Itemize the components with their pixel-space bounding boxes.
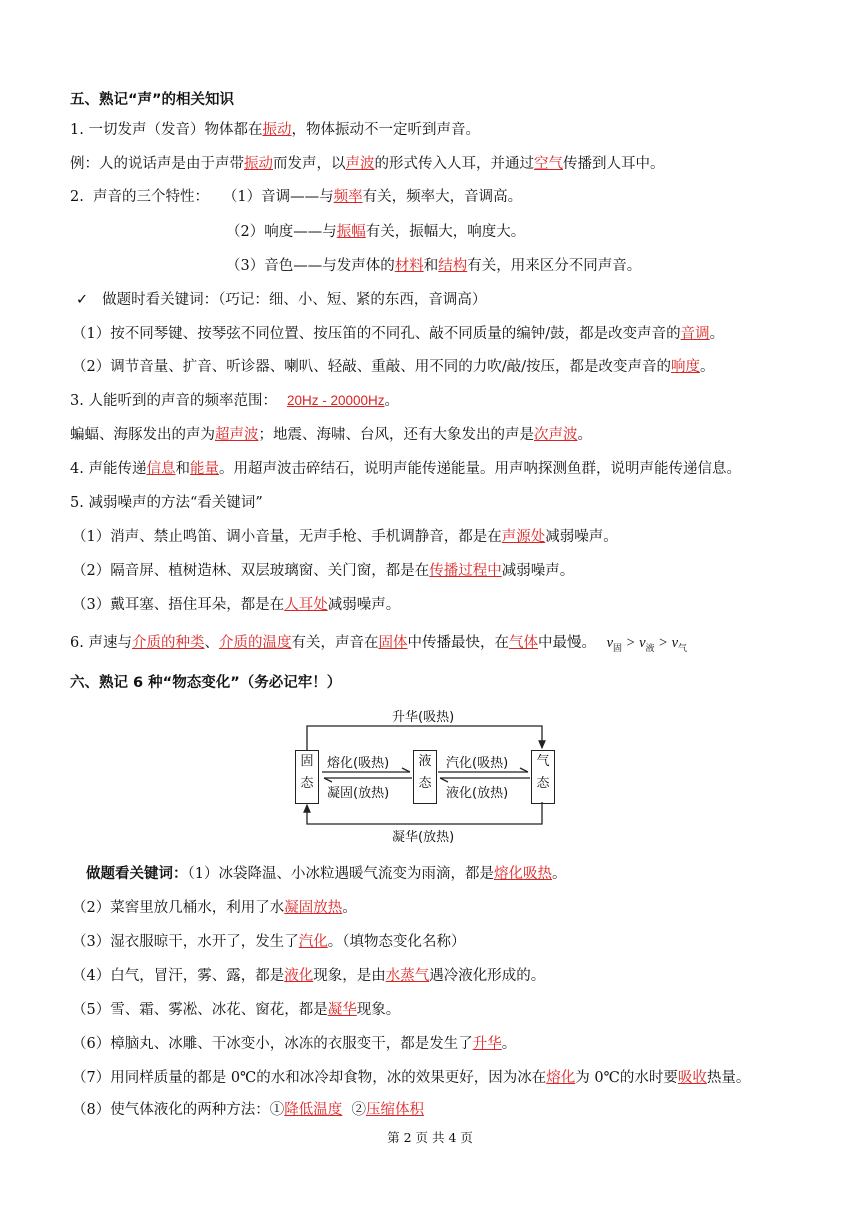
- keyword-line-5: （5）雪、霜、雾凇、冰花、窗花，都是凝华现象。: [72, 1002, 401, 1018]
- speed-formula: $v_固 > v_液 > v_气$: [606, 635, 688, 653]
- keyword-line-7: （7）用同样质量的都是 0℃的水和冰冷却食物，冰的效果更好，因为冰在熔化为 0℃的水时要吸收热量。: [72, 1070, 751, 1086]
- keyword-line-3: （3）湿衣服晾干，水开了，发生了汽化。（填物态变化名称）: [72, 934, 466, 950]
- phase-change-diagram: [294, 706, 566, 846]
- line-10: 蝙蝠、海豚发出的声为超声波；地震、海啸、台风，还有大象发出的声是次声波。: [70, 427, 592, 443]
- label-melting: 熔化(吸热): [327, 756, 390, 771]
- line-14: （2）隔音屏、植树造林、双层玻璃窗、关门窗，都是在传播过程中减弱噪声。: [72, 563, 575, 579]
- keyword-line-8: （8）使气体液化的两种方法：①降低温度 ②压缩体积: [72, 1102, 424, 1118]
- line-15: （3）戴耳塞、捂住耳朵，都是在人耳处减弱噪声。: [72, 597, 401, 613]
- label-freezing: 凝固(放热): [327, 786, 390, 801]
- line-9: 3. 人能听到的声音的频率范围： 20Hz - 20000Hz。: [70, 393, 400, 409]
- page-footer: 第 2 页 共 4 页: [387, 1130, 473, 1145]
- label-sublimation: 升华(吸热): [392, 710, 455, 725]
- line-1: 1. 一切发声（发音）物体都在振动，物体振动不一定听到声音。: [70, 122, 480, 138]
- label-deposition: 凝华(放热): [392, 830, 455, 845]
- line-4: （2）响度——与振幅有关，振幅大，响度大。: [226, 224, 526, 240]
- line-16: 6. 声速与介质的种类、介质的温度有关，声音在固体中传播最快，在气体中最慢。 $v_固 > v_液 > v_气$: [70, 635, 688, 653]
- section-6-title: 六、熟记 6 种“物态变化”（务必记牢！）: [70, 675, 342, 691]
- keyword-line-6: （6）樟脑丸、冰雕、干冰变小，冰冻的衣服变干，都是发生了升华。: [72, 1036, 517, 1052]
- keyword-line-2: （2）菜窖里放几桶水，利用了水凝固放热。: [72, 900, 357, 916]
- box-gas: 气 态: [531, 750, 555, 804]
- keyword-line-4: （4）白气，冒汗，雾、露，都是液化现象，是由水蒸气遇冷液化形成的。: [72, 968, 546, 984]
- line-13: （1）消声、禁止鸣笛、调小音量，无声手枪、手机调静音，都是在声源处减弱噪声。: [72, 529, 618, 545]
- keyword-line-1: 做题看关键词：（1）冰袋降温、小冰粒遇暖气流变为雨滴，都是熔化吸热。: [86, 866, 567, 882]
- line-12: 5. 减弱噪声的方法“看关键词”: [70, 495, 263, 511]
- line-8: （2）调节音量、扩音、听诊器、喇叭、轻敲、重敲、用不同的力吹/敲/按压，都是改变声音的响度。: [72, 359, 715, 375]
- box-solid: 固 态: [295, 750, 319, 804]
- section-5-title: 五、熟记“声”的相关知识: [70, 92, 235, 108]
- line-6: ✓ 做题时看关键词：（巧记：细、小、短、紧的东西，音调高）: [76, 292, 487, 308]
- line-5: （3）音色——与发声体的材料和结构有关，用来区分不同声音。: [226, 258, 642, 274]
- box-liquid: 液 态: [413, 750, 437, 804]
- label-vaporization: 汽化(吸热): [446, 756, 509, 771]
- line-7: （1）按不同琴键、按琴弦不同位置、按压笛的不同孔、敲不同质量的编钟/鼓，都是改变声音的音调。: [72, 326, 725, 342]
- label-condensation: 液化(放热): [446, 786, 509, 801]
- line-2: 例：人的说话声是由于声带振动而发声，以声波的形式传入人耳，并通过空气传播到人耳中。: [70, 156, 665, 172]
- checkmark-icon: ✓: [76, 292, 89, 308]
- line-3: 2. 声音的三个特性： （1）音调——与频率有关，频率大，音调高。: [70, 189, 523, 205]
- line-11: 4. 声能传递信息和能量。用超声波击碎结石，说明声能传递能量。用声呐探测鱼群，说明声能传递信息。: [70, 461, 741, 477]
